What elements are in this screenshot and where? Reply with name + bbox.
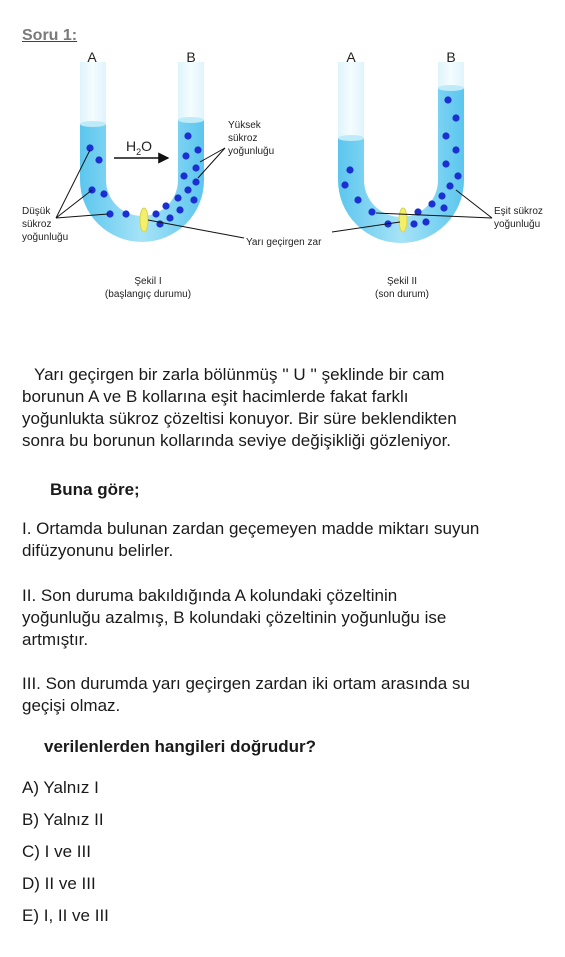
high-label-2: sükroz xyxy=(228,133,258,144)
statement-3-line-2: geçişi olmaz. xyxy=(22,696,121,715)
tube-b-label: B xyxy=(186,49,196,65)
membrane-label: Yarı geçirgen zar xyxy=(246,237,322,248)
question-label: Soru 1: xyxy=(22,27,78,44)
choice-e[interactable]: E) I, II ve III xyxy=(22,906,109,925)
low-label-3: yoğunluğu xyxy=(22,232,69,243)
low-label-2: sükroz xyxy=(22,219,52,230)
tube-a-label: A xyxy=(87,49,97,65)
membrane-fig2 xyxy=(399,208,407,232)
choice-d[interactable]: D) II ve III xyxy=(22,874,96,893)
equal-label-1: Eşit sükroz xyxy=(494,206,543,217)
statement-1 xyxy=(22,518,552,562)
statement-2 xyxy=(22,585,552,651)
membrane-fig1 xyxy=(140,208,148,232)
intro-line-2: borunun A ve B kollarına eşit hacimlerde fakat farklı xyxy=(22,387,409,406)
prompt-text: Buna göre; xyxy=(50,480,140,499)
statement-1-line-2: difüzyonunu belirler. xyxy=(22,541,174,560)
tube-a2-label: A xyxy=(346,49,356,65)
u-tube-figure xyxy=(0,0,565,320)
intro-paragraph xyxy=(22,364,552,452)
high-label-1: Yüksek xyxy=(228,120,261,131)
statement-3-line-1: III. Son durumda yarı geçirgen zardan iki ortam arasında su xyxy=(22,674,470,693)
equal-label-2: yoğunluğu xyxy=(494,219,541,230)
statement-1-line-1: I. Ortamda bulunan zardan geçemeyen madde miktarı suyun xyxy=(22,519,480,538)
fig1-subtitle: (başlangıç durumu) xyxy=(104,289,192,300)
fig1-title: Şekil I xyxy=(134,276,162,287)
choice-a[interactable]: A) Yalnız I xyxy=(22,778,99,797)
question-text: verilenlerden hangileri doğrudur? xyxy=(44,737,317,756)
intro-line-1: Yarı geçirgen bir zarla bölünmüş '' U '' şeklinde bir cam xyxy=(34,365,445,384)
intro-line-3: yoğunlukta sükroz çözeltisi konuyor. Bir süre beklendikten xyxy=(22,409,457,428)
fig2-title: Şekil II xyxy=(386,276,418,287)
choice-b[interactable]: B) Yalnız II xyxy=(22,810,104,829)
figure-2 xyxy=(332,62,492,243)
statement-2-line-3: artmıştır. xyxy=(22,630,89,649)
tube-a2-glass xyxy=(338,62,364,138)
tube-b2-label: B xyxy=(446,49,456,65)
low-label-1: Düşük xyxy=(22,206,51,217)
statement-3 xyxy=(22,673,552,717)
high-label-3: yoğunluğu xyxy=(228,146,275,157)
water-label: $H_2O$ xyxy=(126,138,153,157)
choice-c[interactable]: C) I ve III xyxy=(22,842,91,861)
intro-line-4: sonra bu borunun kollarında seviye değişikliği gözleniyor. xyxy=(22,431,452,450)
tube-a-glass xyxy=(80,62,106,126)
fig2-subtitle: (son durum) xyxy=(375,289,429,300)
statement-2-line-1: II. Son duruma bakıldığında A kolundaki çözeltinin xyxy=(22,586,398,605)
statement-2-line-2: yoğunluğu azalmış, B kolundaki çözeltinin yoğunluğu ise xyxy=(22,608,447,627)
tube-b-glass xyxy=(178,62,204,126)
pointer-equal-1 xyxy=(456,190,492,218)
